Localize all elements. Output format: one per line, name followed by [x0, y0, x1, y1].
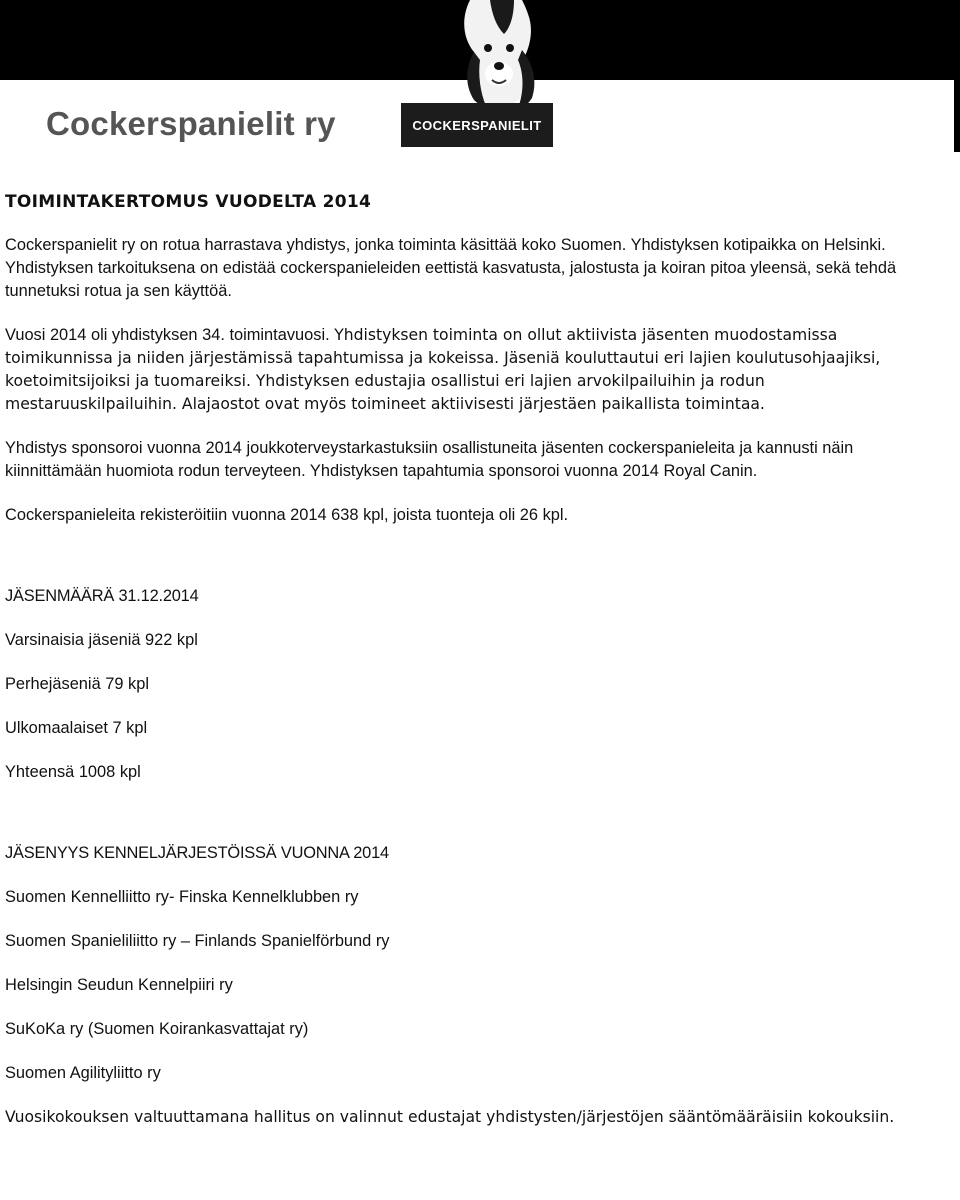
organization-wordmark: Cockerspanielit ry [46, 105, 336, 142]
kennel-org-line: Suomen Kennelliitto ry- Finska Kennelklubben ry [5, 888, 359, 906]
membership-heading: JÄSENMÄÄRÄ 31.12.2014 [5, 587, 199, 605]
kennel-org-line: Suomen Spanieliliitto ry – Finlands Spanielförbund ry [5, 932, 390, 950]
cocker-spaniel-dog-icon [430, 0, 550, 110]
year-paragraph [5, 324, 935, 416]
membership-line: Yhteensä 1008 kpl [5, 763, 141, 781]
annual-report-document [5, 190, 935, 1129]
membership-line: Varsinaisia jäseniä 922 kpl [5, 631, 198, 649]
year-paragraph-body: Yhdistyksen toiminta on ollut aktiivista jäsenten muodostamissa toimikunnissa ja niiden järjestämissä tapahtumissa ja kokeissa. Jäseniä kouluttautui eri lajien koulutusohjaajiksi, koetoimitsijoiksi ja tuomareiksi. Yhdistyksen edustajia osallistui eri lajien arvokilpailuihin ja rodun mestaruuskilpailuihin. Alajaostot ovat myös toimineet aktiivisesti järjestäen paikallista toimintaa. [5, 326, 881, 413]
year-paragraph-lead: Vuosi 2014 oli yhdistyksen 34. toimintavuosi. [5, 326, 330, 344]
membership-line: Ulkomaalaiset 7 kpl [5, 719, 148, 737]
intro-paragraph: Cockerspanielit ry on rotua harrastava yhdistys, jonka toiminta käsittää koko Suomen. Yhdistyksen kotipaikka on Helsinki. Yhdistyksen tarkoituksena on edistää cockerspanieleiden eettistä kasvatusta, jalostusta ja koiran pitoa yleensä, sekä tehdä tunnetuksi rotua ja sen käyttöä. [5, 236, 897, 300]
registrations-paragraph: Cockerspanieleita rekisteröitiin vuonna 2014 638 kpl, joista tuonteja oli 26 kpl. [5, 506, 569, 524]
organization-logo-badge: COCKERSPANIELIT [401, 103, 553, 147]
banner-right-edge [954, 80, 960, 152]
closing-paragraph: Vuosikokouksen valtuuttamana hallitus on valinnut edustajat yhdistysten/järjestöjen sääntömääräisiin kokouksiin. [5, 1108, 895, 1126]
sponsor-paragraph: Yhdistys sponsoroi vuonna 2014 joukkoterveystarkastuksiin osallistuneita jäsenten cockerspanieleita ja kannusti näin kiinnittämään huomiota rodun terveyteen. Yhdistyksen tapahtumia sponsoroi vuonna 2014 Royal Canin. [5, 439, 854, 480]
membership-line: Perhejäseniä 79 kpl [5, 675, 149, 693]
kennel-membership-heading: JÄSENYYS KENNELJÄRJESTÖISSÄ VUONNA 2014 [5, 844, 389, 862]
kennel-org-line: Suomen Agilityliitto ry [5, 1064, 161, 1082]
kennel-org-line: SuKoKa ry (Suomen Koirankasvattajat ry) [5, 1020, 309, 1038]
header-banner [0, 0, 960, 152]
kennel-org-line: Helsingin Seudun Kennelpiiri ry [5, 976, 233, 994]
report-title: TOIMINTAKERTOMUS VUODELTA 2014 [5, 192, 372, 212]
